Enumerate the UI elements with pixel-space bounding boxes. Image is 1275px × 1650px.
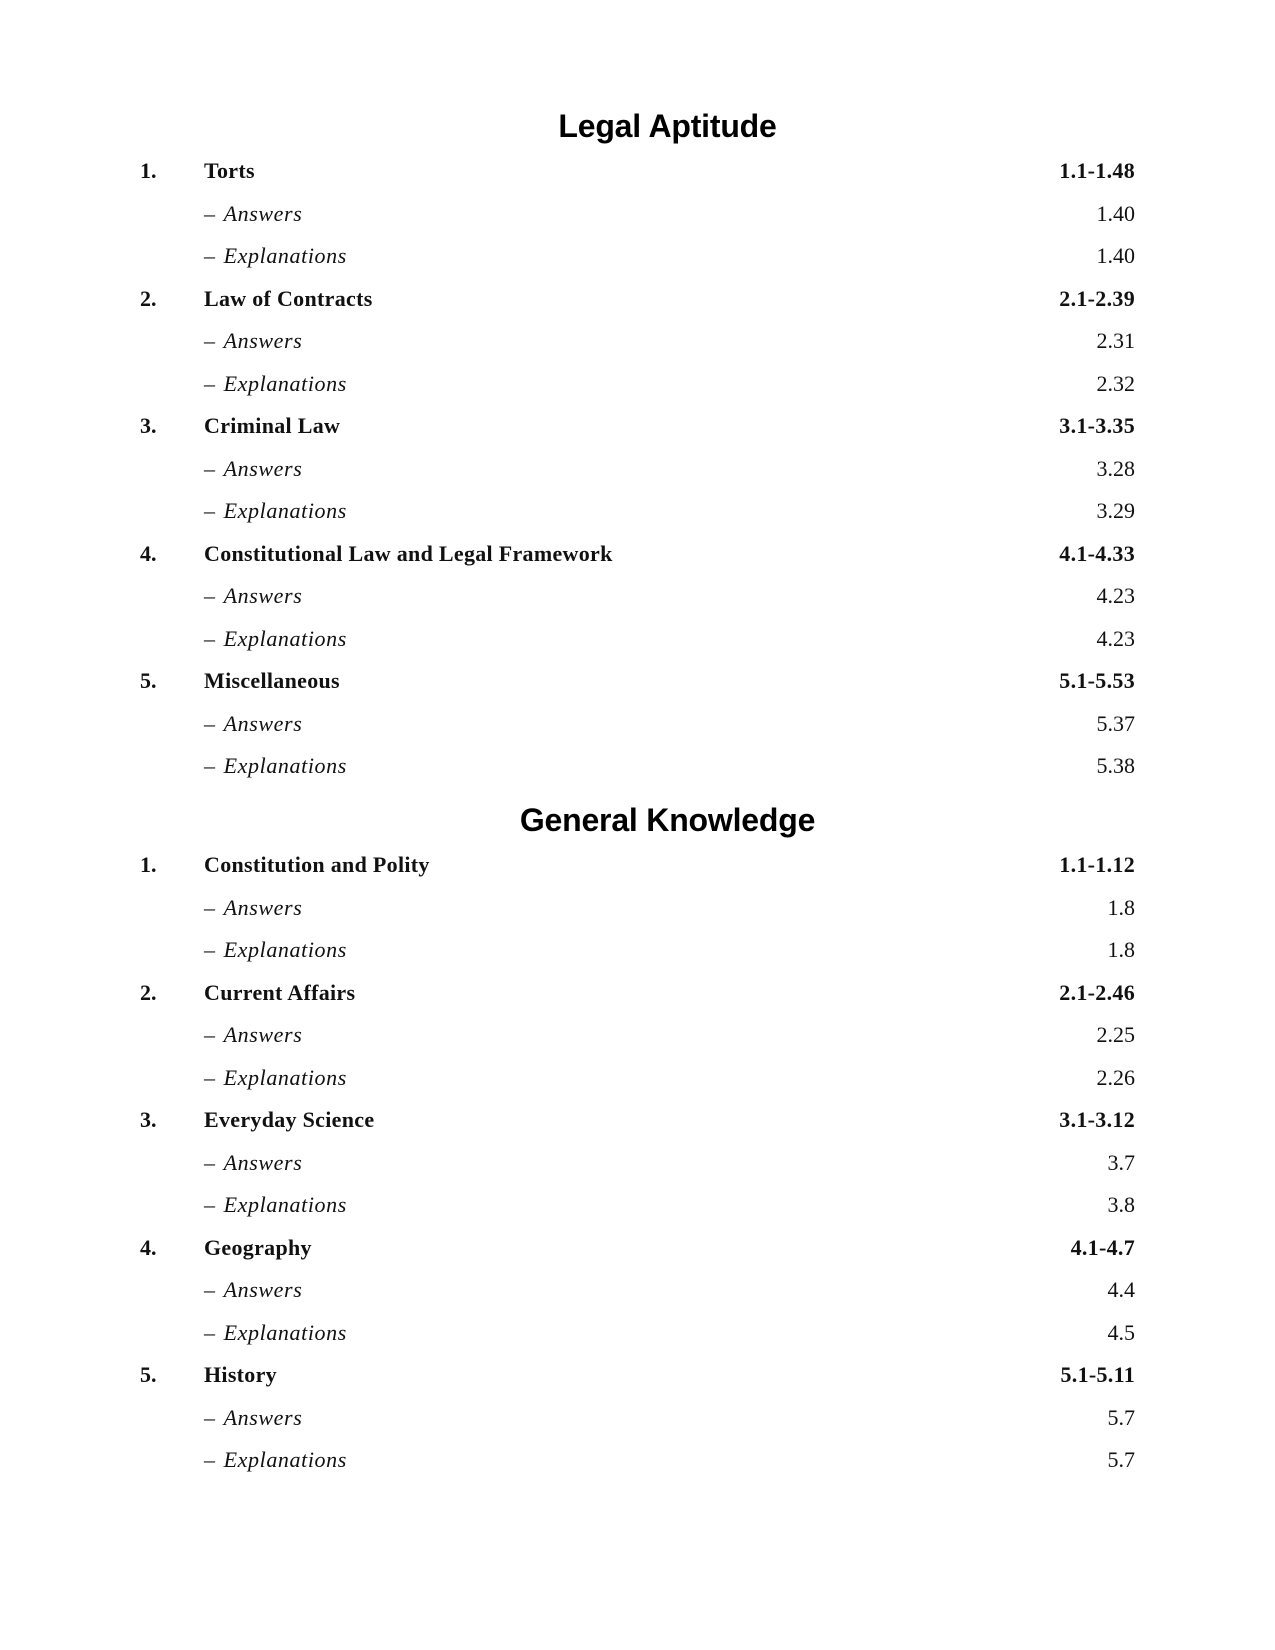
toc-answers-row[interactable] [140,193,1135,236]
dash: – [204,1192,216,1217]
toc-section-legal-aptitude [140,102,1135,788]
answers-label: – Answers [204,328,303,353]
dash: – [204,455,216,481]
answers-page: 3.28 [1096,455,1135,481]
chapter-page-range: 5.1-5.53 [1059,668,1135,693]
toc-explanations-row[interactable] [140,1439,1135,1482]
toc-chapter-row[interactable] [140,278,1135,321]
chapter-page-range: 3.1-3.35 [1059,413,1135,438]
explanations-label: – Explanations [204,243,347,268]
chapter-number: 5. [140,1362,157,1387]
toc-chapter-row[interactable] [140,1099,1135,1142]
chapter-page-range: 3.1-3.12 [1059,1107,1135,1132]
explanations-page: 5.38 [1096,753,1135,778]
chapter-title: Law of Contracts [204,285,373,311]
answers-page: 5.7 [1107,1404,1135,1430]
chapter-title: Constitutional Law and Legal Framework [204,540,613,566]
toc-explanations-row[interactable] [140,235,1135,278]
answers-label: – Answers [204,894,303,920]
answers-label: – Answers [204,1277,303,1302]
dash: – [204,200,216,226]
chapter-title: Current Affairs [204,979,356,1005]
chapter-number: 2. [140,979,157,1005]
toc-explanations-row[interactable] [140,1184,1135,1227]
answers-label: – Answers [204,583,303,608]
explanations-label: – Explanations [204,1192,347,1217]
explanations-page: 4.23 [1096,625,1135,651]
chapter-number: 1. [140,852,157,877]
section-title: General Knowledge [519,802,816,838]
explanations-label: – Explanations [204,1447,347,1472]
answers-page: 2.25 [1096,1022,1135,1047]
chapter-title: Everyday Science [204,1107,375,1132]
answers-page: 1.40 [1096,200,1135,226]
answers-page: 4.4 [1107,1277,1135,1302]
answers-label: – Answers [204,1404,303,1430]
answers-label: – Answers [204,710,303,736]
chapter-number: 4. [140,540,157,566]
answers-page: 2.31 [1096,328,1135,353]
toc-explanations-row[interactable] [140,490,1135,533]
chapter-number: 1. [140,158,157,183]
dash: – [204,1022,216,1047]
dash: – [204,1319,216,1345]
toc-chapter-row[interactable] [140,844,1135,887]
toc-answers-row[interactable] [140,703,1135,746]
dash: – [204,710,216,736]
toc-answers-row[interactable] [140,1397,1135,1440]
toc-chapter-row[interactable] [140,1354,1135,1397]
explanations-label: – Explanations [204,370,347,396]
dash: – [204,498,216,523]
dash: – [204,1447,216,1472]
answers-page: 1.8 [1107,894,1135,920]
chapter-page-range: 4.1-4.7 [1070,1234,1135,1260]
dash: – [204,1064,216,1090]
chapter-title: Constitution and Polity [204,852,430,877]
toc-answers-row[interactable] [140,320,1135,363]
toc-chapter-row[interactable] [140,972,1135,1015]
toc-section-general-knowledge [140,796,1135,1482]
answers-page: 4.23 [1096,583,1135,608]
chapter-number: 4. [140,1234,157,1260]
dash: – [204,243,216,268]
toc-explanations-row[interactable] [140,745,1135,788]
answers-page: 5.37 [1096,710,1135,736]
section-title: Legal Aptitude [558,108,777,144]
toc-answers-row[interactable] [140,887,1135,930]
toc-explanations-row[interactable] [140,1057,1135,1100]
toc-explanations-row[interactable] [140,618,1135,661]
toc-answers-row[interactable] [140,1269,1135,1312]
explanations-page: 2.32 [1096,370,1135,396]
explanations-label: – Explanations [204,625,347,651]
chapter-number: 2. [140,285,157,311]
chapter-page-range: 2.1-2.46 [1059,979,1135,1005]
dash: – [204,328,216,353]
answers-label: – Answers [204,200,303,226]
toc-chapter-row[interactable] [140,660,1135,703]
explanations-page: 5.7 [1107,1447,1135,1472]
explanations-page: 1.8 [1107,937,1135,962]
chapter-title: Criminal Law [204,413,341,438]
answers-page: 3.7 [1107,1149,1135,1175]
toc-chapter-row[interactable] [140,405,1135,448]
explanations-page: 3.29 [1096,498,1135,523]
toc-explanations-row[interactable] [140,363,1135,406]
dash: – [204,1404,216,1430]
explanations-label: – Explanations [204,498,347,523]
explanations-label: – Explanations [204,1064,347,1090]
dash: – [204,937,216,962]
chapter-title: History [204,1362,277,1387]
explanations-label: – Explanations [204,937,347,962]
chapter-page-range: 1.1-1.48 [1059,158,1135,183]
answers-label: – Answers [204,455,303,481]
chapter-number: 3. [140,413,157,438]
answers-label: – Answers [204,1149,303,1175]
dash: – [204,583,216,608]
dash: – [204,370,216,396]
chapter-title: Miscellaneous [204,668,340,693]
explanations-page: 3.8 [1107,1192,1135,1217]
dash: – [204,625,216,651]
explanations-label: – Explanations [204,753,347,778]
dash: – [204,753,216,778]
answers-label: – Answers [204,1022,303,1047]
toc-answers-row[interactable] [140,1142,1135,1185]
chapter-title: Torts [204,158,255,183]
toc-answers-row[interactable] [140,448,1135,491]
explanations-page: 1.40 [1096,243,1135,268]
toc-chapter-row[interactable] [140,1227,1135,1270]
explanations-page: 4.5 [1107,1319,1135,1345]
toc-chapter-row[interactable] [140,150,1135,193]
chapter-number: 5. [140,668,157,693]
explanations-page: 2.26 [1096,1064,1135,1090]
toc-explanations-row[interactable] [140,929,1135,972]
chapter-page-range: 2.1-2.39 [1059,285,1135,311]
dash: – [204,894,216,920]
toc-answers-row[interactable] [140,575,1135,618]
chapter-page-range: 4.1-4.33 [1059,540,1135,566]
chapter-page-range: 1.1-1.12 [1059,852,1135,877]
chapter-title: Geography [204,1234,312,1260]
chapter-number: 3. [140,1107,157,1132]
explanations-label: – Explanations [204,1319,347,1345]
dash: – [204,1277,216,1302]
toc-explanations-row[interactable] [140,1312,1135,1355]
toc-answers-row[interactable] [140,1014,1135,1057]
toc-chapter-row[interactable] [140,533,1135,576]
dash: – [204,1149,216,1175]
chapter-page-range: 5.1-5.11 [1060,1362,1135,1387]
